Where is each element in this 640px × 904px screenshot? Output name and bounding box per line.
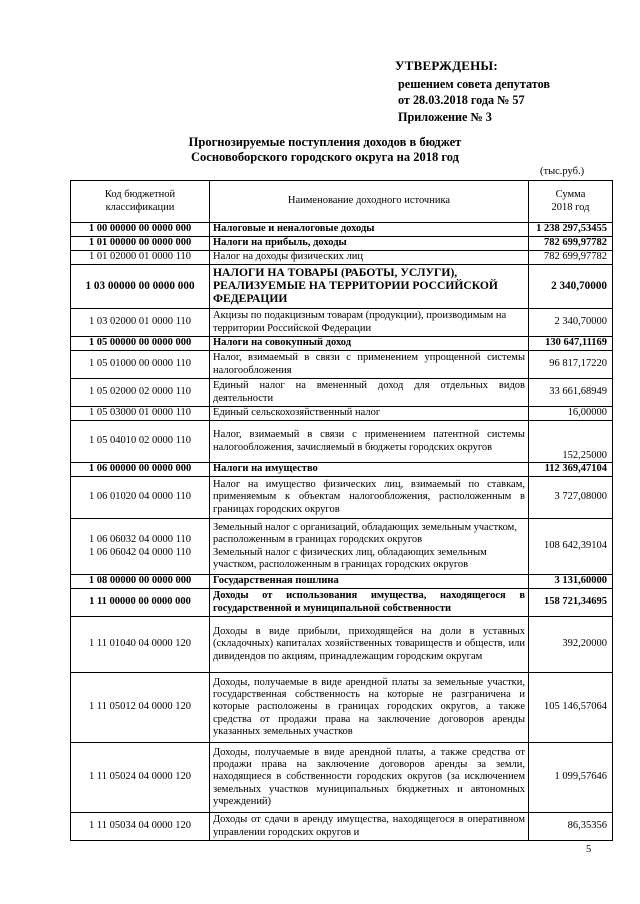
row-name: Налог, взимаемый в связи с применением патентной системы налогообложения, зачисляемый в бюджеты городских округов	[210, 421, 529, 463]
row-name-secondary: Земельный налог с физических лиц, обладающих земельным участком, расположенным в границах городских округов	[213, 546, 487, 570]
title-line-2: Сосновоборского городского округа на 2018 год	[191, 150, 459, 164]
table-row	[71, 617, 613, 673]
row-name: Налоги на прибыль, доходы	[210, 237, 529, 251]
row-sum: 2 340,70000	[529, 309, 613, 337]
row-sum: 96 817,17220	[529, 351, 613, 379]
table-row	[71, 265, 613, 309]
header-sum-line1: Сумма	[555, 189, 586, 201]
approval-block	[395, 58, 635, 125]
row-sum: 782 699,97782	[529, 237, 613, 251]
row-code: 1 06 00000 00 0000 000	[71, 463, 210, 477]
row-sum: 2 340,70000	[529, 265, 613, 309]
row-code: 1 11 01040 04 0000 120	[71, 617, 210, 673]
row-code: 1 05 04010 02 0000 110	[71, 421, 210, 463]
row-sum: 16,00000	[529, 407, 613, 421]
row-name: Доходы от использования имущества, находящегося в государственной и муниципальной собственности	[210, 589, 529, 617]
units-label: (тыс.руб.)	[540, 166, 585, 177]
row-name: Государственная пошлина	[210, 575, 529, 589]
table-row	[71, 223, 613, 237]
table-row	[71, 379, 613, 407]
row-sum: 33 661,68949	[529, 379, 613, 407]
row-code: 1 05 01000 00 0000 110	[71, 351, 210, 379]
row-name: Доходы в виде прибыли, приходящейся на доли в уставных (складочных) капиталах хозяйственных товариществ и обществ, или дивидендов по акциям, принадлежащим городским округам	[210, 617, 529, 673]
row-name: Единый налог на вмененный доход для отдельных видов деятельности	[210, 379, 529, 407]
table-row	[71, 463, 613, 477]
table-row	[71, 309, 613, 337]
title-line-1: Прогнозируемые поступления доходов в бюджет	[188, 135, 462, 149]
table-row	[71, 477, 613, 519]
table-row	[71, 421, 613, 463]
row-code: 1 11 05024 04 0000 120	[71, 743, 210, 813]
row-name: Доходы от сдачи в аренду имущества, находящегося в оперативном управлении городских округов и	[210, 813, 529, 841]
table-row	[71, 673, 613, 743]
approval-date: от 28.03.2018 года № 57	[398, 93, 525, 107]
document-title	[90, 135, 560, 165]
row-sum: 1 099,57646	[529, 743, 613, 813]
income-table	[70, 180, 613, 841]
approval-heading: УТВЕРЖДЕНЫ:	[395, 58, 498, 73]
table-row	[71, 519, 613, 575]
header-code: Код бюджетной классификации	[71, 181, 210, 223]
row-sum: 152,25000	[529, 421, 613, 463]
row-code: 1 03 02000 01 0000 110	[71, 309, 210, 337]
row-code: 1 11 00000 00 0000 000	[71, 589, 210, 617]
row-code: 1 00 00000 00 0000 000	[71, 223, 210, 237]
row-name: Налоги на совокупный доход	[210, 337, 529, 351]
page-number: 5	[586, 844, 592, 855]
header-name: Наименование доходного источника	[210, 181, 529, 223]
table-row	[71, 337, 613, 351]
row-name: НАЛОГИ НА ТОВАРЫ (РАБОТЫ, УСЛУГИ), РЕАЛИЗУЕМЫЕ НА ТЕРРИТОРИИ РОССИЙСКОЙ ФЕДЕРАЦИИ	[210, 265, 529, 309]
row-name: Налог, взимаемый в связи с применением упрощенной системы налогообложения	[210, 351, 529, 379]
table-row	[71, 575, 613, 589]
table-row	[71, 589, 613, 617]
row-code-secondary: 1 06 06042 04 0000 110	[89, 546, 191, 558]
table-row	[71, 743, 613, 813]
row-sum: 112 369,47104	[529, 463, 613, 477]
row-sum: 392,20000	[529, 617, 613, 673]
table-row	[71, 251, 613, 265]
table-row	[71, 813, 613, 841]
header-sum-line2: 2018 год	[551, 201, 590, 213]
table-row	[71, 351, 613, 379]
row-sum: 158 721,34695	[529, 589, 613, 617]
row-name: Налог на имущество физических лиц, взимаемый по ставкам, применяемым к объектам налогообложения, расположенным в границах городских округов	[210, 477, 529, 519]
row-name: Земельный налог с организаций, обладающих земельным участком, расположенным в границах городских округов	[213, 521, 517, 546]
row-name: Доходы, получаемые в виде арендной платы, а также средства от продажи права на заключение договоров аренды за земли, находящиеся в собственности городских округов (за исключением земельных участков муниципальных бюджетных и автономных учреждений)	[210, 743, 529, 813]
table-header-row	[71, 181, 613, 223]
row-code: 1 01 02000 01 0000 110	[71, 251, 210, 265]
row-code: 1 01 00000 00 0000 000	[71, 237, 210, 251]
row-name: Единый сельскохозяйственный налог	[210, 407, 529, 421]
row-sum: 108 642,39104	[529, 519, 613, 575]
row-sum: 130 647,11169	[529, 337, 613, 351]
row-name: Налог на доходы физических лиц	[210, 251, 529, 265]
row-sum: 105 146,57064	[529, 673, 613, 743]
row-sum: 1 238 297,53455	[529, 223, 613, 237]
row-sum: 3 131,60000	[529, 575, 613, 589]
row-name-cell	[210, 519, 529, 575]
row-sum: 782 699,97782	[529, 251, 613, 265]
approval-appendix: Приложение № 3	[398, 109, 492, 124]
row-code-cell	[71, 519, 210, 575]
table-row	[71, 407, 613, 421]
row-code: 1 06 06032 04 0000 110	[89, 534, 191, 546]
table-row	[71, 237, 613, 251]
row-code: 1 05 03000 01 0000 110	[71, 407, 210, 421]
row-name: Налоговые и неналоговые доходы	[210, 223, 529, 237]
row-sum: 3 727,08000	[529, 477, 613, 519]
row-name: Доходы, получаемые в виде арендной платы за земельные участки, государственная собственность на которые не разграничена и которые расположены в границах городских округов, а также средства от продажи права на заключение договоров аренды указанных земельных участков	[210, 673, 529, 743]
row-sum: 86,35356	[529, 813, 613, 841]
row-code: 1 11 05034 04 0000 120	[71, 813, 210, 841]
row-code: 1 05 00000 00 0000 000	[71, 337, 210, 351]
row-code: 1 03 00000 00 0000 000	[71, 265, 210, 309]
row-code: 1 11 05012 04 0000 120	[71, 673, 210, 743]
row-code: 1 08 00000 00 0000 000	[71, 575, 210, 589]
row-name: Акцизы по подакцизным товарам (продукции), производимым на территории Российской Федерации	[210, 309, 529, 337]
row-name: Налоги на имущество	[210, 463, 529, 477]
header-sum	[529, 181, 613, 223]
row-code: 1 05 02000 02 0000 110	[71, 379, 210, 407]
row-code: 1 06 01020 04 0000 110	[71, 477, 210, 519]
approval-decision: решением совета депутатов	[398, 76, 550, 91]
